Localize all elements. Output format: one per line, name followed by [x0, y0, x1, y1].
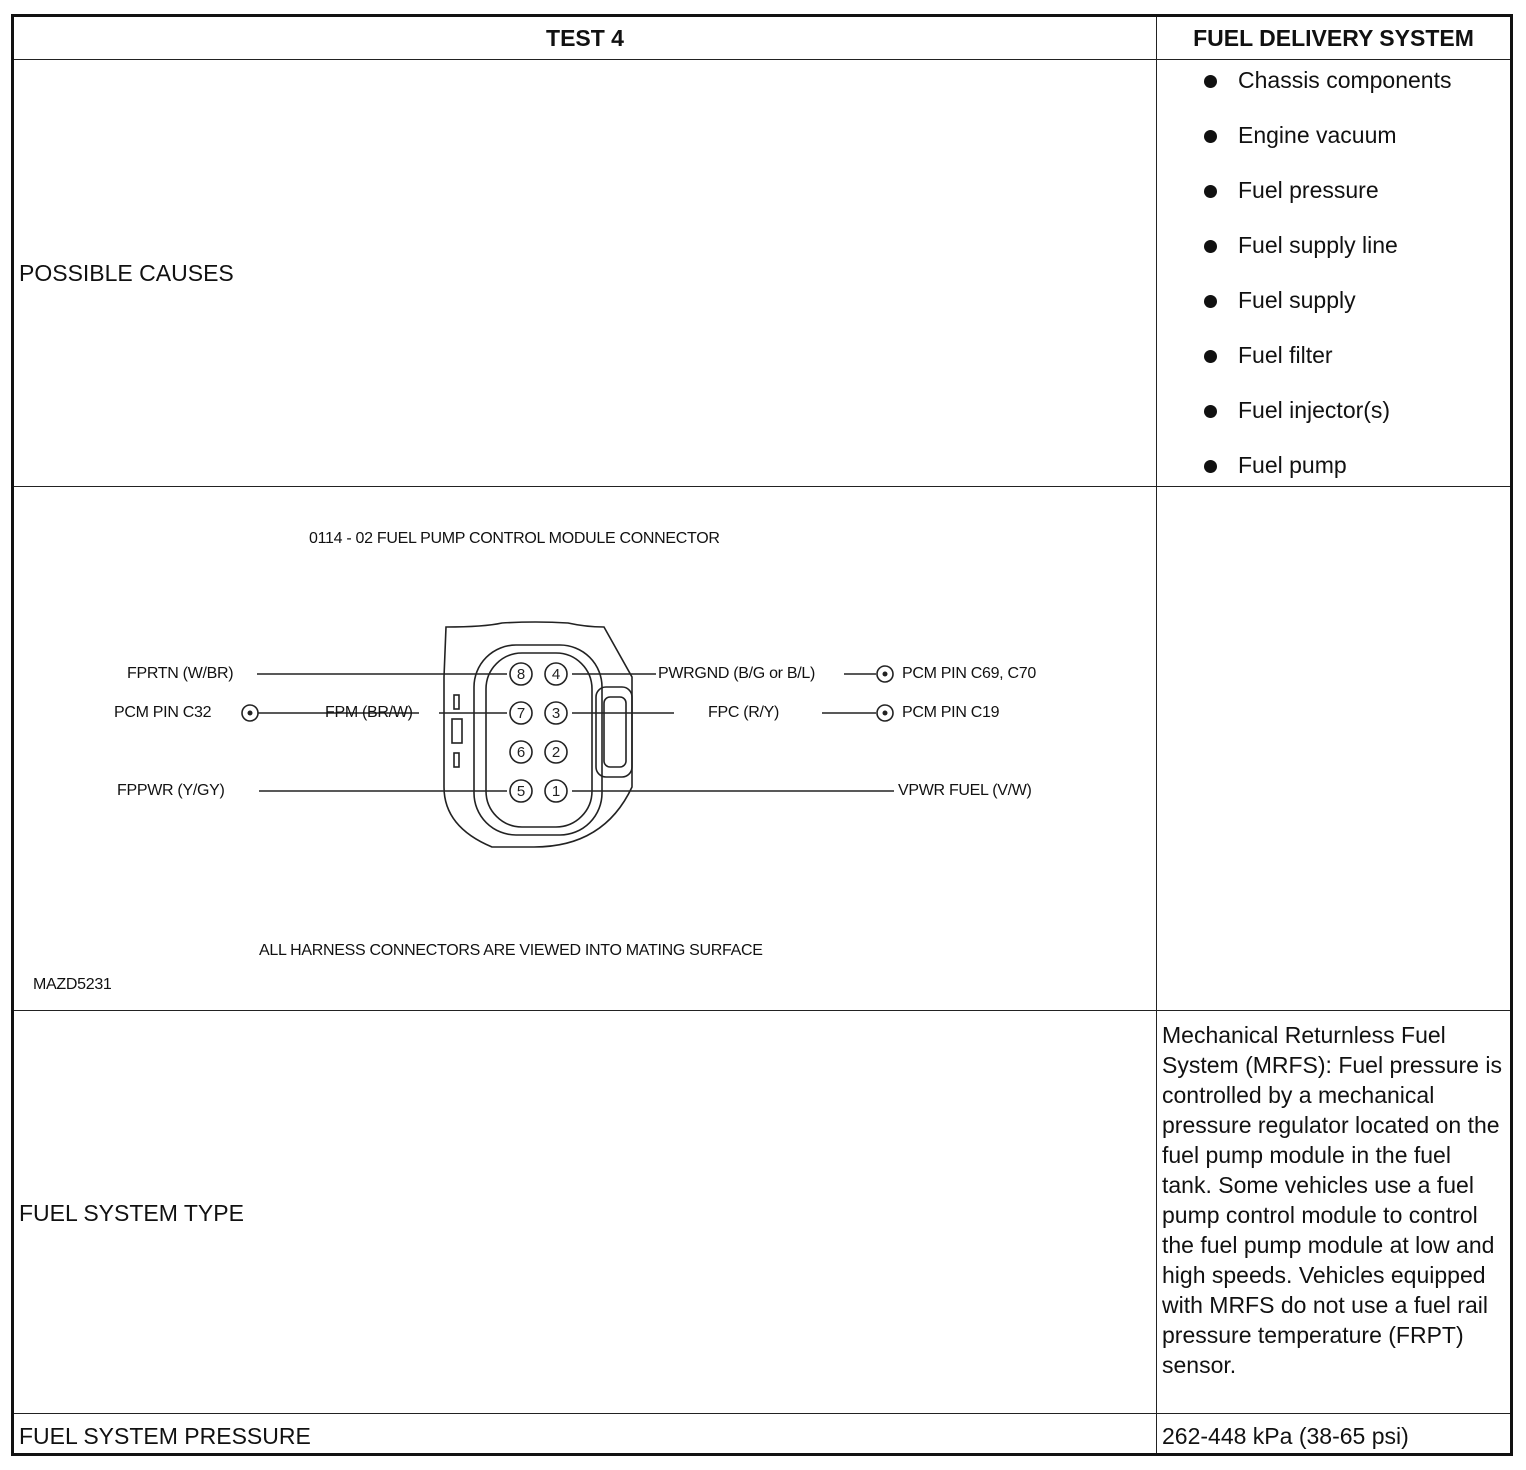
row-divider: [14, 59, 1510, 60]
wire-label-pcm-c32: PCM PIN C32: [114, 704, 212, 721]
fuel-system-pressure-label: FUEL SYSTEM PRESSURE: [19, 1423, 311, 1449]
possible-causes-label: POSSIBLE CAUSES: [19, 260, 234, 286]
list-item: Fuel supply: [1204, 287, 1452, 342]
wire-label-pcm-c69: PCM PIN C69, C70: [902, 665, 1036, 682]
test-sheet: [11, 14, 1513, 1456]
terminal-dot: [883, 711, 888, 716]
pin-number: 2: [551, 744, 561, 761]
wire-label-fprtn: FPRTN (W/BR): [127, 665, 234, 682]
bullet-icon: [1204, 295, 1217, 308]
list-item: Fuel pump: [1204, 452, 1452, 507]
list-item: Engine vacuum: [1204, 122, 1452, 177]
pin-number: 3: [551, 705, 561, 722]
diagram-title: 0114 - 02 FUEL PUMP CONTROL MODULE CONNECTOR: [309, 530, 720, 547]
bullet-icon: [1204, 460, 1217, 473]
list-item: Fuel supply line: [1204, 232, 1452, 287]
pin-number: 4: [551, 666, 561, 683]
bullet-icon: [1204, 75, 1217, 88]
connector-latch-inner: [604, 697, 626, 767]
bullet-icon: [1204, 130, 1217, 143]
key-slot: [454, 695, 459, 709]
key-slot: [454, 753, 459, 767]
key-slot: [452, 719, 462, 743]
terminal-dot: [883, 672, 888, 677]
bullet-icon: [1204, 240, 1217, 253]
list-item: Chassis components: [1204, 67, 1452, 122]
bullet-icon: [1204, 405, 1217, 418]
wire-label-vpwr: VPWR FUEL (V/W): [898, 782, 1032, 799]
list-item: Fuel injector(s): [1204, 397, 1452, 452]
pin-number: 8: [516, 666, 526, 683]
fuel-system-type-text: Mechanical Returnless Fuel System (MRFS): Fuel pressure is controlled by a mechanical pressure regulator located on the fuel pump module in the fuel tank. Some vehicles use a fuel pump control module to control the fuel pump module at low and high speeds. Vehicles equipped with MRFS do not use a fuel rail pressure temperature (FRPT) sensor.: [1162, 1022, 1502, 1378]
list-item: Fuel pressure: [1204, 177, 1452, 232]
connector-drawing: [14, 487, 1156, 1009]
possible-causes-list: [1204, 67, 1452, 507]
pin-number: 1: [551, 783, 561, 800]
wire-label-fpc: FPC (R/Y): [708, 704, 780, 721]
diagram-footer: ALL HARNESS CONNECTORS ARE VIEWED INTO MATING SURFACE: [259, 942, 763, 959]
fuel-system-pressure-value: 262-448 kPa (38-65 psi): [1162, 1423, 1409, 1449]
wire-label-pwrgnd: PWRGND (B/G or B/L): [658, 665, 815, 682]
bullet-icon: [1204, 350, 1217, 363]
terminal-dot: [248, 711, 253, 716]
connector-inner-cavity: [486, 653, 592, 827]
row-divider: [14, 1413, 1510, 1414]
test-title: TEST 4: [546, 24, 624, 51]
pin-number: 7: [516, 705, 526, 722]
row-divider: [14, 1010, 1510, 1011]
pin-number: 5: [516, 783, 526, 800]
list-item: Fuel filter: [1204, 342, 1452, 397]
bullet-icon: [1204, 185, 1217, 198]
diagram-code: MAZD5231: [33, 976, 112, 993]
connector-diagram: [14, 487, 1156, 1009]
wire-label-fppwr: FPPWR (Y/GY): [117, 782, 225, 799]
fuel-system-type-label: FUEL SYSTEM TYPE: [19, 1200, 244, 1226]
wire-label-fpm: FPM (BR/W): [325, 704, 413, 721]
pin-number: 6: [516, 744, 526, 761]
system-title: FUEL DELIVERY SYSTEM: [1193, 24, 1474, 51]
wire-label-pcm-c19: PCM PIN C19: [902, 704, 1000, 721]
column-divider: [1156, 17, 1157, 1453]
